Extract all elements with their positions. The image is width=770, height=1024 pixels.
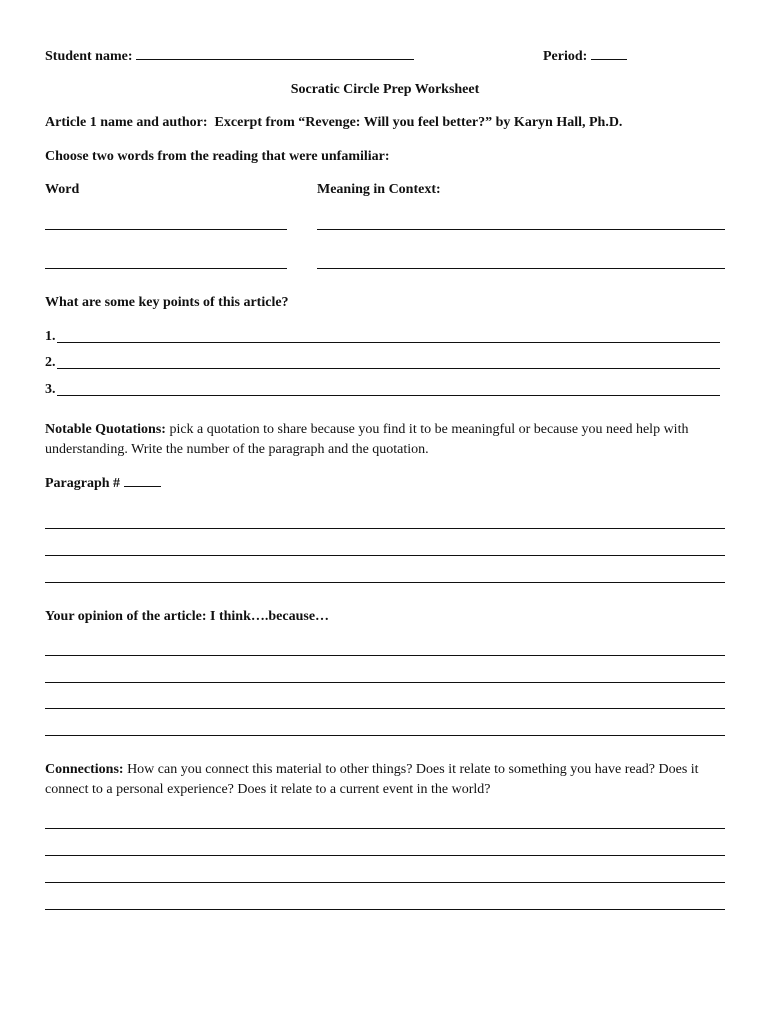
article-line	[45, 114, 622, 132]
paragraph-number-blank[interactable]	[124, 474, 161, 487]
article-value: Excerpt from “Revenge: Will you feel better?” by Karyn Hall, Ph.D.	[214, 115, 623, 130]
quotation-blank-1[interactable]	[45, 528, 725, 529]
word-blank-2[interactable]	[45, 268, 287, 269]
period-label: Period:	[543, 49, 588, 64]
key-point-number-3: 3.	[45, 382, 56, 397]
page-title: Socratic Circle Prep Worksheet	[290, 82, 480, 97]
vocab-prompt: Choose two words from the reading that were unfamiliar:	[45, 149, 390, 164]
paragraph-number-field	[45, 474, 161, 493]
quotations-label: Notable Quotations:	[45, 422, 166, 437]
opinion-prompt: Your opinion of the article: I think….because…	[45, 609, 330, 624]
meaning-blank-2[interactable]	[317, 268, 725, 269]
meaning-blank-1[interactable]	[317, 229, 725, 230]
connections-instructions	[45, 760, 725, 800]
key-point-blank-2[interactable]	[57, 368, 720, 369]
article-label: Article 1 name and author:	[45, 115, 208, 130]
quotation-blank-3[interactable]	[45, 582, 725, 583]
connections-blank-1[interactable]	[45, 828, 725, 829]
period-blank[interactable]	[591, 47, 627, 60]
opinion-blank-2[interactable]	[45, 682, 725, 683]
quotation-blank-2[interactable]	[45, 555, 725, 556]
quotations-instructions	[45, 420, 725, 460]
key-points-prompt: What are some key points of this article?	[45, 295, 289, 310]
connections-blank-3[interactable]	[45, 882, 725, 883]
paragraph-number-label: Paragraph #	[45, 476, 121, 491]
connections-blank-2[interactable]	[45, 855, 725, 856]
connections-label: Connections:	[45, 762, 124, 777]
opinion-blank-1[interactable]	[45, 655, 725, 656]
connections-text: How can you connect this material to other things? Does it relate to something you have read? Does it connect to a personal experience? Does it relate to a current event in the world?	[45, 762, 699, 797]
key-point-number-2: 2.	[45, 355, 56, 370]
key-point-blank-1[interactable]	[57, 342, 720, 343]
opinion-blank-3[interactable]	[45, 708, 725, 709]
key-point-blank-3[interactable]	[57, 395, 720, 396]
student-name-blank[interactable]	[136, 47, 414, 60]
key-point-number-1: 1.	[45, 329, 56, 344]
opinion-blank-4[interactable]	[45, 735, 725, 736]
connections-blank-4[interactable]	[45, 909, 725, 910]
word-blank-1[interactable]	[45, 229, 287, 230]
student-name-label: Student name:	[45, 49, 133, 64]
student-name-field	[45, 47, 414, 66]
meaning-header: Meaning in Context:	[317, 182, 441, 197]
quotations-text: pick a quotation to share because you find it to be meaningful or because you need help with understanding. Write the number of the paragraph and the quotation.	[45, 422, 689, 457]
word-header: Word	[45, 182, 80, 197]
period-field	[543, 47, 627, 66]
